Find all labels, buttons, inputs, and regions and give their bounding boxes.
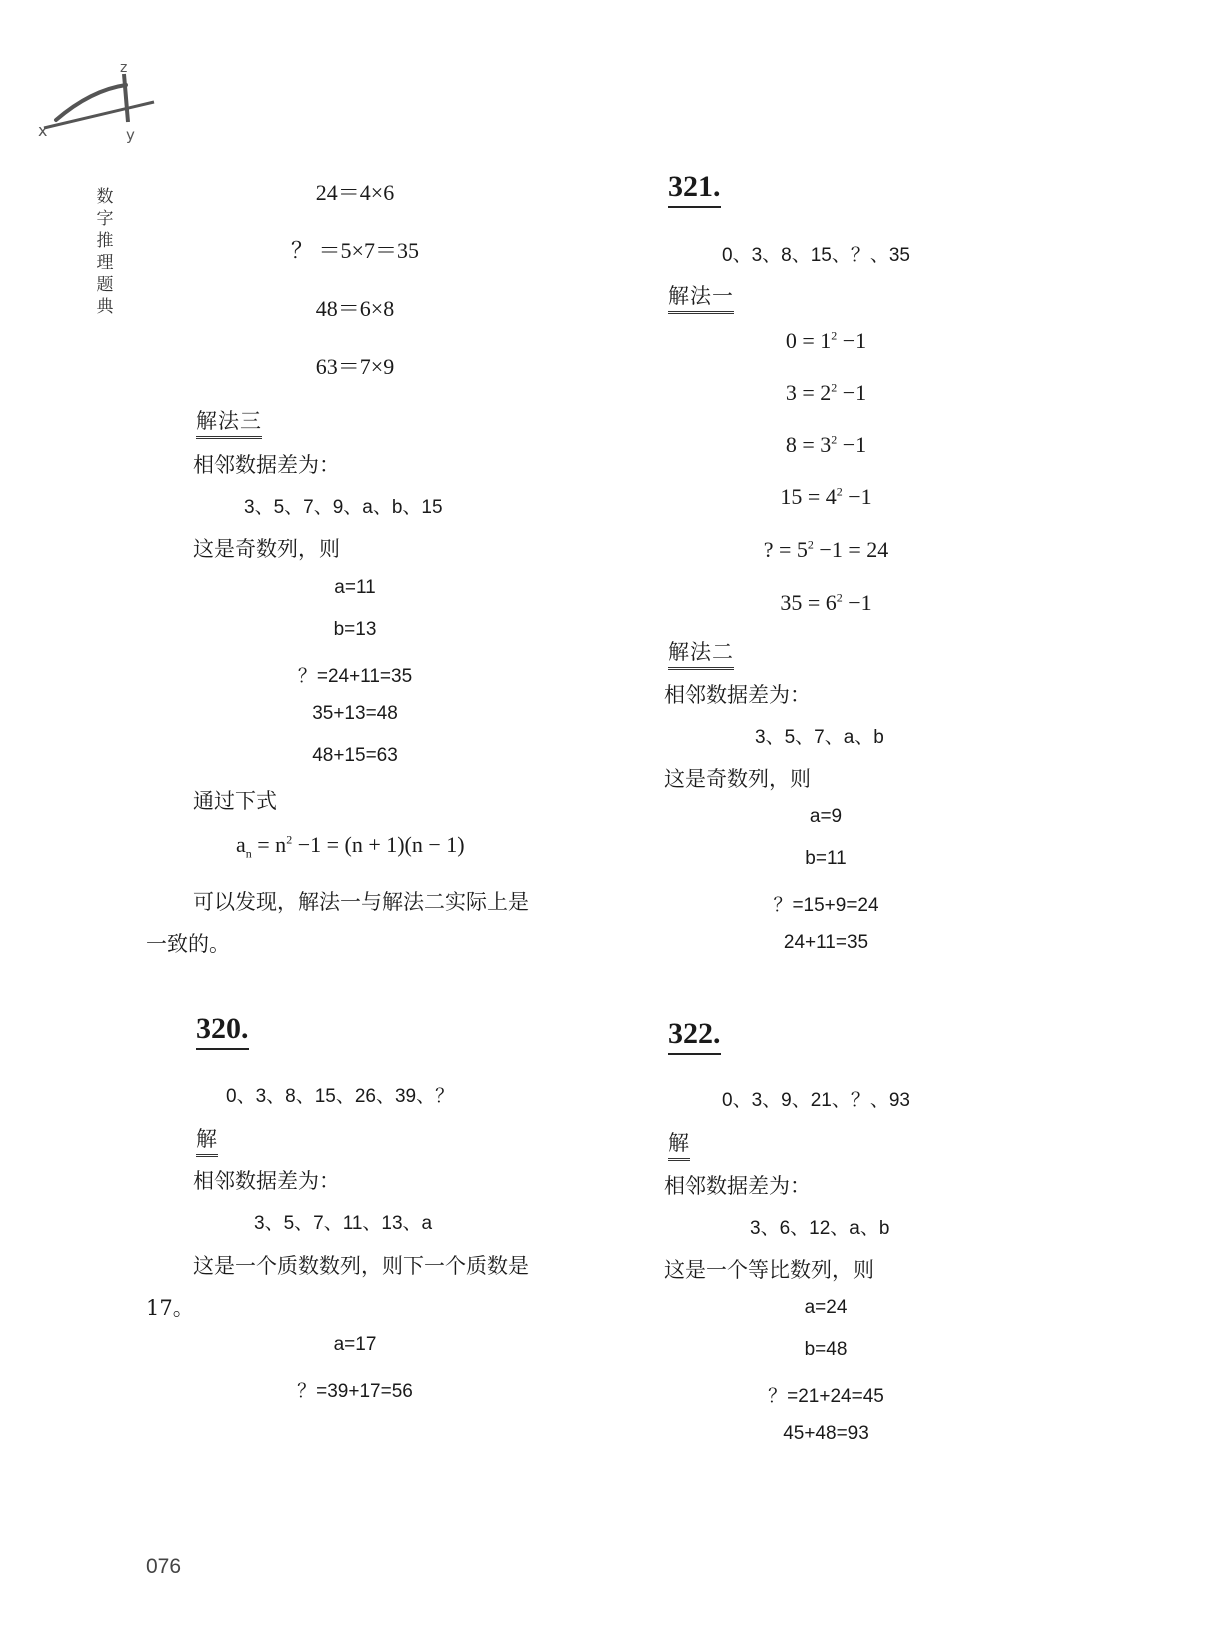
via-text: 通过下式 (193, 789, 277, 813)
solution-heading: 解 (196, 1123, 218, 1157)
square-equation: $35 = 6^2 -1$ (780, 590, 872, 615)
formula-exponent: 2 (286, 832, 293, 847)
diff-sequence: 3、5、7、a、b (755, 727, 884, 748)
axes-logo-icon (36, 60, 166, 150)
formula-subscript: n (245, 846, 252, 861)
explanation-line: 这是一个质数数列，则下一个质数是 (193, 1254, 529, 1278)
square-equation: $8 = 3^2 -1$ (785, 432, 867, 457)
title-char: 题 (96, 275, 114, 295)
title-char: 典 (96, 297, 114, 317)
diff-sequence: 3、5、7、11、13、a (254, 1213, 433, 1234)
formula-part: = n (251, 832, 287, 857)
calc-line: a=17 (333, 1334, 377, 1355)
explanation-line: 17。 (146, 1296, 194, 1320)
calc-line: a=9 (809, 806, 843, 827)
title-char: 字 (96, 209, 114, 229)
square-equation: ? = $5^2 -1 = 24$ (763, 537, 889, 562)
odd-text: 这是奇数列，则 (664, 767, 811, 791)
square-equation: $15 = 4^2 -1$ (780, 484, 872, 509)
calc-line: 24+11=35 (783, 932, 869, 953)
odd-text: 这是奇数列，则 (193, 537, 340, 561)
logo-y-label: y (126, 126, 135, 144)
method3-heading: 解法三 (196, 405, 262, 439)
problem-number-321: 321. (668, 170, 721, 208)
problem-number-320: 320. (196, 1012, 249, 1050)
calc-line: ？=39+17=56 (297, 1381, 413, 1402)
diff-intro: 相邻数据差为： (193, 1169, 340, 1193)
diff-intro: 相邻数据差为： (664, 1174, 811, 1198)
method1-heading: 解法一 (668, 280, 734, 314)
general-formula (236, 832, 465, 861)
calc-line: ？=15+9=24 (773, 895, 879, 916)
conclusion-line: 可以发现，解法一与解法二实际上是 (193, 890, 529, 914)
calc-line: b=48 (804, 1339, 848, 1360)
logo-x-label: x (38, 121, 48, 140)
calc-line: ？=24+11=35 (297, 666, 413, 687)
conclusion-line: 一致的。 (146, 932, 230, 956)
problem-sequence: 0、3、8、15、26、39、？ (226, 1086, 455, 1107)
calc-line: ？=21+24=45 (768, 1386, 884, 1407)
calc-line: b=13 (333, 619, 377, 640)
square-equation: $0 = 1^2 -1$ (785, 328, 867, 353)
diff-sequence: 3、6、12、a、b (750, 1218, 890, 1239)
calc-line: 35+13=48 (312, 703, 398, 724)
formula-part: −1 = (n + 1)(n − 1) (292, 832, 465, 857)
diff-intro: 相邻数据差为： (193, 453, 340, 477)
title-char: 理 (96, 253, 114, 273)
equation: 48＝6×8 (315, 296, 395, 321)
square-equation: $3 = 2^2 -1$ (785, 380, 867, 405)
calc-line: b=11 (805, 848, 847, 869)
calc-line: 45+48=93 (783, 1423, 869, 1444)
calc-line: a=24 (804, 1297, 848, 1318)
diff-sequence: 3、5、7、9、a、b、15 (244, 497, 443, 518)
problem-sequence: 0、3、9、21、？、93 (722, 1090, 910, 1111)
explanation-line: 这是一个等比数列，则 (664, 1258, 874, 1282)
logo-z-label: z (120, 60, 128, 76)
book-title-vertical (92, 186, 118, 318)
problem-sequence: 0、3、8、15、？、35 (722, 245, 910, 266)
solution-heading: 解 (668, 1127, 690, 1161)
equation: 63＝7×9 (315, 354, 395, 379)
equation: ？ ＝5×7＝35 (291, 238, 419, 263)
formula-a: a (236, 832, 246, 857)
diff-intro: 相邻数据差为： (664, 683, 811, 707)
problem-number-322: 322. (668, 1017, 721, 1055)
calc-line: a=11 (334, 577, 376, 598)
page-number: 076 (146, 1555, 182, 1578)
method2-heading: 解法二 (668, 636, 734, 670)
equation: 24＝4×6 (315, 180, 395, 205)
calc-line: 48+15=63 (312, 745, 398, 766)
title-char: 数 (96, 187, 114, 207)
title-char: 推 (96, 231, 114, 251)
